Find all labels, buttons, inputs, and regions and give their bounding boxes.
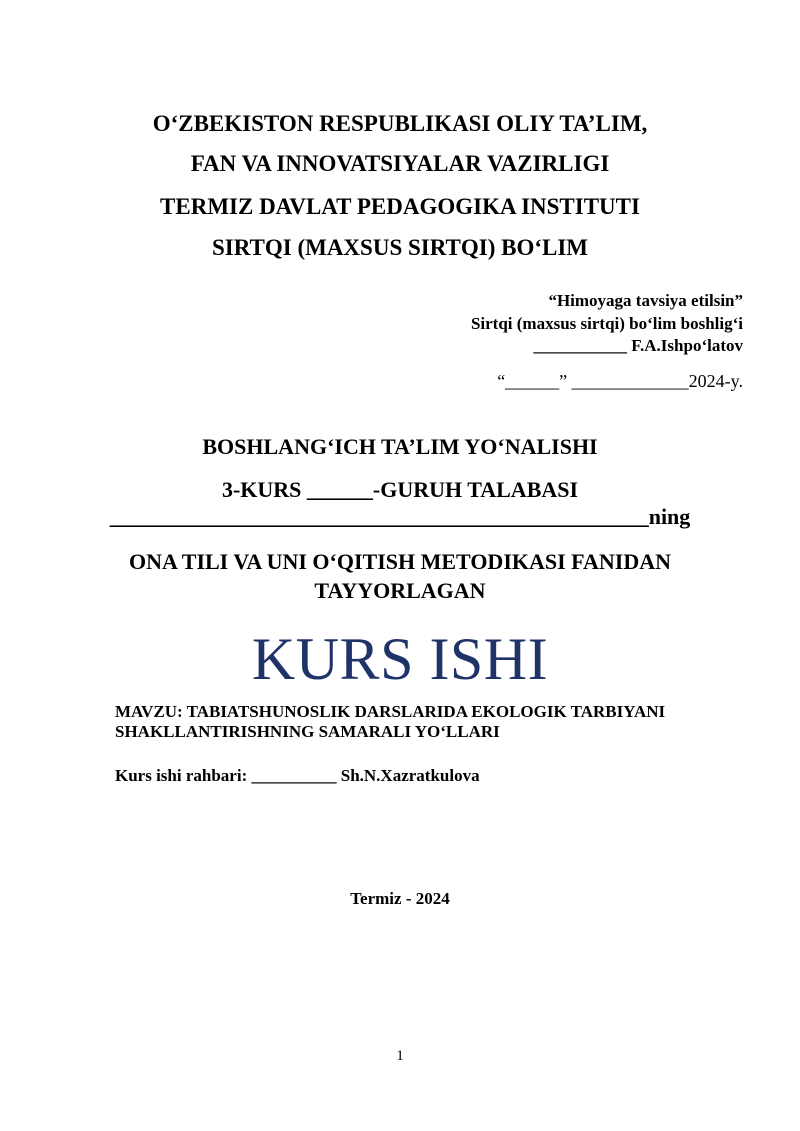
ministry-title-line-1: O‘ZBEKISTON RESPUBLIKASI OLIY TA’LIM, [152, 111, 648, 136]
theme-line-2: SHAKLLANTIRISHNING SAMARALI YO‘LLARI [115, 722, 500, 741]
city-year: Termiz - 2024 [350, 889, 450, 908]
study-direction: BOSHLANG‘ICH TA’LIM YO‘NALISHI [202, 434, 598, 459]
institute-name: TERMIZ DAVLAT PEDAGOGIKA INSTITUTI [160, 194, 640, 219]
approval-position: Sirtqi (maxsus sirtqi) bo‘lim boshlig‘i [470, 314, 743, 333]
department-name: SIRTQI (MAXSUS SIRTQI) BO‘LIM [211, 235, 589, 260]
supervisor-line: Kurs ishi rahbari: __________ Sh.N.Xazratkulova [115, 766, 480, 785]
page-number: 1 [396, 1048, 404, 1064]
approval-recommendation: “Himoyaga tavsiya etilsin” [548, 291, 743, 310]
theme-line-1: MAVZU: TABIATSHUNOSLIK DARSLARIDA EKOLOGIK TARBIYANI [115, 702, 666, 721]
approval-signature: ___________ F.A.Ishpo‘latov [533, 336, 743, 355]
course-group: 3-KURS ______-GURUH TALABASI [221, 477, 579, 502]
approval-date: “______” _____________2024-y. [497, 371, 743, 391]
ministry-title-line-2: FAN VA INNOVATSIYALAR VAZIRLIGI [190, 151, 610, 176]
subject-line-1: ONA TILI VA UNI O‘QITISH METODIKASI FANIDAN [129, 549, 671, 574]
subject-line-2: TAYYORLAGAN [314, 578, 486, 603]
student-name-line: _________________________________________________ning [109, 504, 691, 529]
document-title: KURS ISHI [251, 626, 549, 692]
